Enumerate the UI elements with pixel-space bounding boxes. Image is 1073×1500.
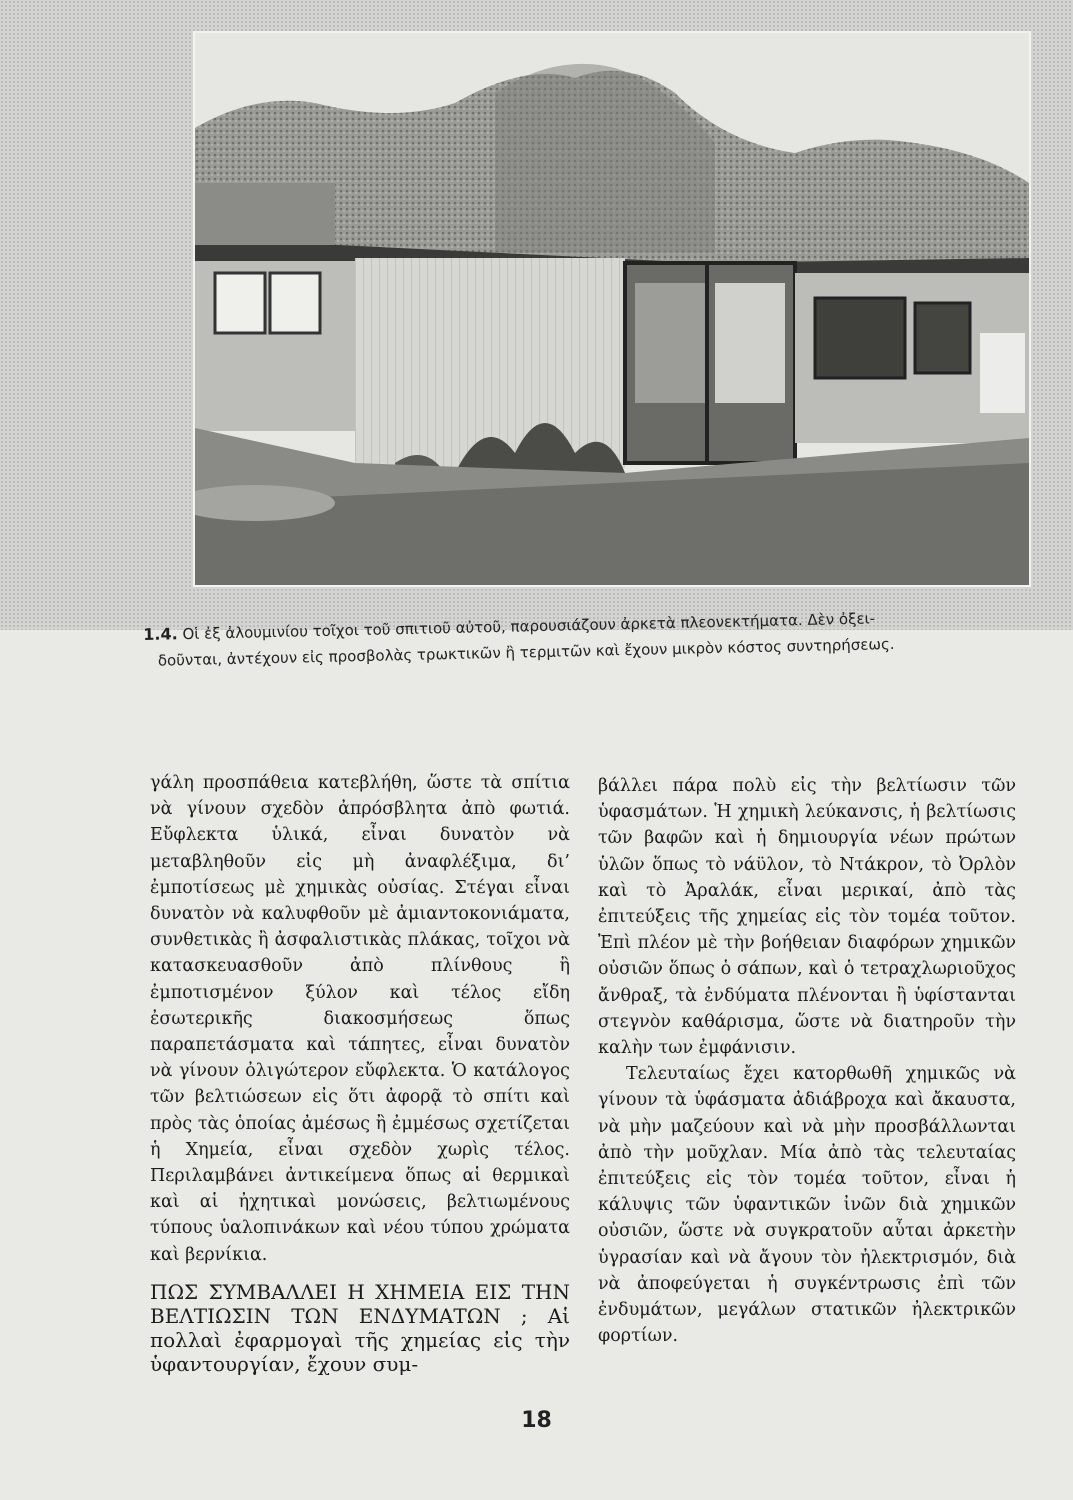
section-heading: ΠΩΣ ΣΥΜΒΑΛΛΕΙ Η ΧΗΜΕΙΑ ΕΙΣ ΤΗΝ ΒΕΛΤΙΩΣΙΝ ΤΩΝ ΕΝΔΥΜΑΤΩΝ ;: [150, 1279, 570, 1328]
right-paragraph-1: βάλλει πάρα πολὺ εἰς τὴν βελτίωσιν τῶν ὑφασμάτων. Ἡ χημικὴ λεύκανσις, ἡ βελτίωσις τῶν βαφῶν καὶ ἡ δημιουργία νέων πρώτων ὑλῶν ὅπως τὸ νάϋλον, τὸ Ντάκρον, τὸ Ὀρλὸν καὶ τὸ Ἀραλάκ, εἶναι μερικαί, ἀπὸ τὰς ἐπιτεύξεις τῆς χημείας εἰς τὸν τομέα τοῦτον. Ἐπὶ πλέον μὲ τὴν βοήθειαν διαφόρων χημικῶν οὐσιῶν ὅπως ὁ σάπων, καὶ ὁ τετραχλωριοῦχος ἄνθραξ, τὰ ἐνδύματα πλένονται ἢ ὑφίστανται στεγνὸν καθάρισμα, ὥστε νὰ διατηροῦν τὴν καλὴν των ἐμφάνισιν.: [598, 776, 1016, 1059]
left-paragraph-1: γάλη προσπάθεια κατεβλήθη, ὥστε τὰ σπίτια νὰ γίνουν σχεδὸν ἀπρόσβλητα ἀπὸ φωτιά. Εὔφλεκτα ὑλικά, εἶναι δυνατὸν νὰ μεταβληθοῦν εἰς μὴ ἀναφλέξιμα, δι’ ἐμποτίσεως μὲ χημικὰς οὐσίας. Στέγαι εἶναι δυνατὸν νὰ καλυφθοῦν μὲ ἀμιαντοκονιάματα, συνθετικὰς ἢ ἀσφαλιστικὰς πλάκας, τοῖχοι νὰ κατασκευασθοῦν ἀπὸ πλίνθους ἢ ἐμποτισμένον ξύλον καὶ τέλος εἴδη ἐσωτερικῆς διακοσμήσεως ὅπως παραπετάσματα καὶ τάπητες, εἶναι δυνατὸν νὰ γίνουν ὀλιγώτερον εὔφλεκτα. Ὁ κατάλογος τῶν βελτιώσεων εἰς ὅτι ἀφορᾷ τὸ σπίτι καὶ πρὸς τὰς ὁποίας ἀμέσως ἢ ἐμμέσως σχετίζεται ἡ Χημεία, εἶναι σχεδὸν χωρὶς τέλος. Περιλαμβάνει ἀντικείμενα ὅπως αἱ θερμικαὶ καὶ αἱ ἠχητικαὶ μονώσεις, βελτιωμένους τύπους ὑαλοπινάκων καὶ νέου τύπου χρώματα καὶ βερνίκια.: [150, 773, 570, 1265]
section-heading-block: [150, 1280, 570, 1376]
caption-text-1: Οἱ ἐξ ἀλουμινίου τοῖχοι τοῦ σπιτιοῦ αὐτοῦ, παρουσιάζουν ἀρκετὰ πλεονεκτήματα. Δὲν ὀξει-: [182, 609, 876, 644]
house-photo: [195, 33, 1029, 585]
right-paragraph-2: Τελευταίως ἔχει κατορθωθῆ χημικῶς νὰ γίνουν τὰ ὑφάσματα ἀδιάβροχα καὶ ἄκαυστα, νὰ μὴν μαζεύουν καὶ νὰ μὴν προσβάλλωνται ἀπὸ τὴν μοῦχλαν. Μία ἀπὸ τὰς τελευταίας ἐπιτεύξεις εἰς τὸν τομέα τοῦτον, εἶναι ἡ κάλυψις τῶν ὑφαντικῶν ἰνῶν διὰ χημικῶν οὐσιῶν, ὥστε νὰ συγκρατοῦν αὗται ἀρκετὴν ὑγρασίαν καὶ νὰ ἄγουν τὸν ἠλεκτρισμόν, διὰ νὰ ἀποφεύγεται ἡ συγκέντρωσις ἐπὶ τῶν ἐνδυμάτων, μεγάλων στατικῶν ἠλεκτρικῶν φορτίων.: [598, 1064, 1016, 1347]
section-heading-text: Αἱ πολλαὶ ἐφαρμογαὶ τῆς χημείας εἰς τὴν ὑφαντουργίαν, ἔχουν συμ-: [150, 1303, 570, 1376]
right-column: [598, 773, 1016, 1349]
page-number: 18: [521, 1408, 552, 1433]
left-column: [150, 770, 570, 1376]
figure-number: 1.4.: [143, 624, 178, 644]
caption-line-2: δοῦνται, ἀντέχουν εἰς προσβολὰς τρωκτικῶν ἢ τερμιτῶν καὶ ἔχουν μικρὸν κόστος συντηρήσεως.: [157, 634, 895, 670]
